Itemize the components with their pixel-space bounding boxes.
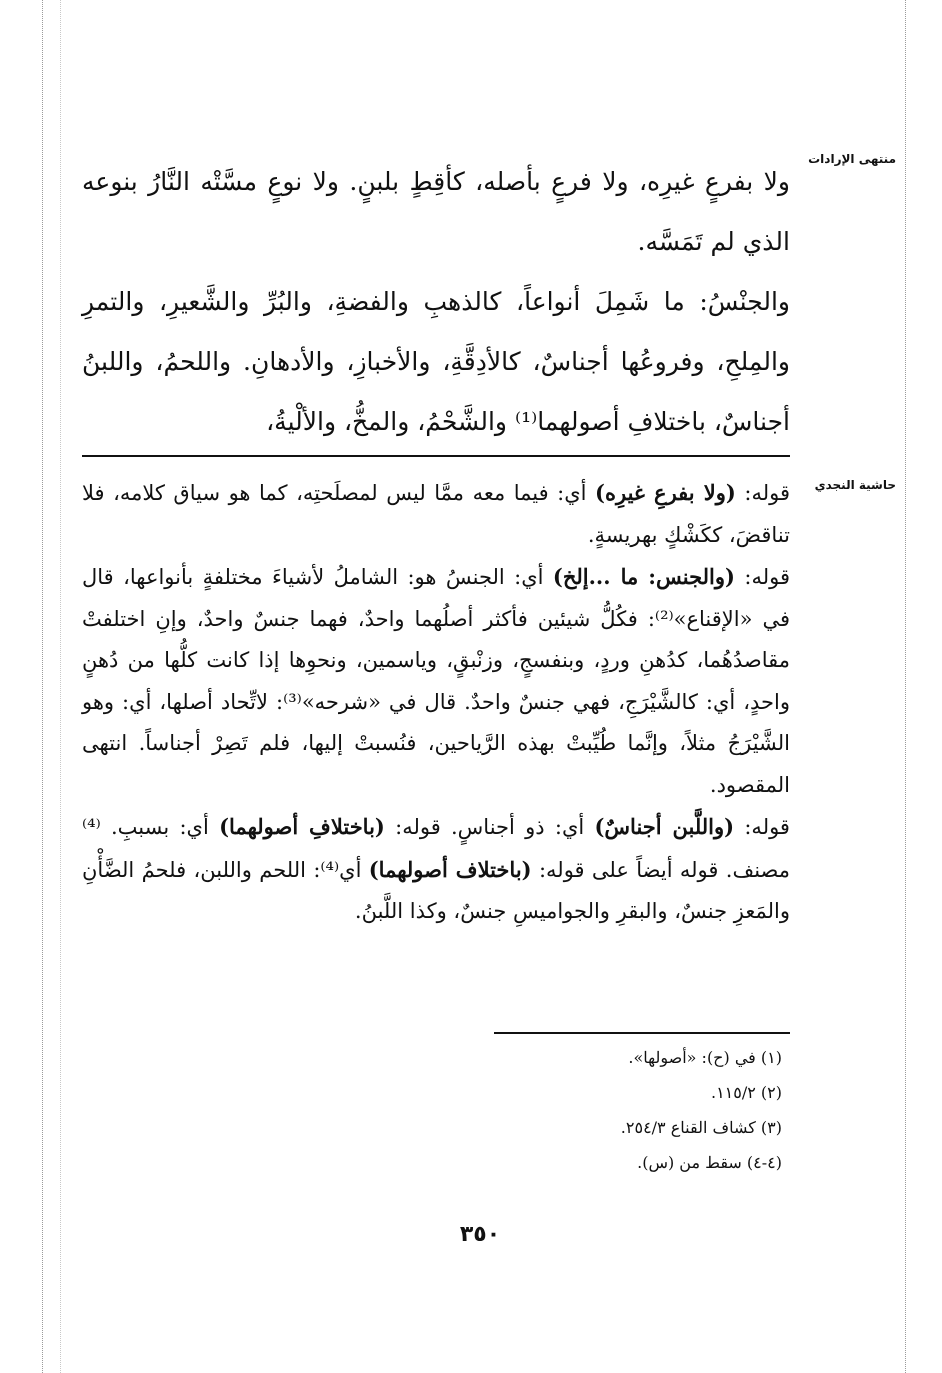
margin-label-hashiya: حاشية النجدي — [814, 478, 896, 492]
hashiya-p1-quote: (ولا بفرعِ غيرِه) — [595, 480, 736, 505]
hashiya-p3-mid: أي: ذو أجناسٍ. قوله: — [384, 815, 595, 839]
matn-separator-rule — [82, 455, 790, 457]
hashiya-p3-quote-2: (باختلافِ أصولهما) — [219, 814, 385, 839]
matn-paragraph-2: والجنْسُ: ما شَمِلَ أنواعاً، كالذهبِ والفضةِ، والبُرِّ والشَّعيرِ، والتمرِ والمِلحِ، وفروعُها أجناسٌ، كالأدِقَّةِ، والأخبازِ، والأدهانِ. واللحمُ، واللبنُ أجناسٌ، باختلافِ أصولهما⁽¹⁾ والشَّحْمُ، والمخُّ، والألْيةُ، — [82, 287, 790, 436]
hashiya-p3-mid-2: أي: بسببِ. ⁽⁴⁾مصنف. قوله أيضاً على قوله: — [82, 815, 790, 882]
hashiya-paragraph-1 — [82, 472, 790, 556]
hashiya-p3-quote-3: (باختلاف أصولهما) — [368, 856, 532, 882]
hashiya-p1-body: أي: فيما معه ممَّا ليس لمصلَحتِه، كما هو سياق كلامه، فلا تناقضَ، ككَشْكٍ بهريسةٍ. — [82, 481, 790, 547]
scan-edge-left — [42, 0, 43, 1373]
footnote-item: (٢) ١١٥/٢. — [710, 1083, 782, 1102]
footnote-item: (١) في (ح): «أصولها». — [628, 1048, 782, 1067]
matn-text — [82, 152, 790, 452]
margin-label-matn: منتهى الإرادات — [808, 152, 896, 166]
matn-paragraph-1: ولا بفرعٍ غيرِه، ولا فرعٍ بأصله، كأقِطٍ بلبنٍ. ولا نوعٍ مسَّتْه النَّارُ بنوعه الذي لم تَمَسَّه. — [82, 167, 790, 256]
hashiya-p1-lead: قوله: — [735, 481, 791, 505]
hashiya-paragraph-3 — [82, 806, 790, 933]
footnote-item: (٣) كشاف القناع ٢٥٤/٣. — [620, 1118, 782, 1137]
footnote-separator-rule — [494, 1032, 790, 1034]
footnote-item: (٤-٤) سقط من (س). — [637, 1153, 782, 1172]
hashiya-p2-lead: قوله: — [734, 565, 790, 589]
hashiya-p2-quote: (والجنس: ما ...إلخ) — [552, 564, 735, 589]
hashiya-paragraph-2 — [82, 556, 790, 806]
hashiya-text — [82, 472, 790, 933]
hashiya-p3-body: أي⁽⁴⁾: اللحم واللبن، فلحمُ الضَّأْنِ والمَعزِ جنسٌ، والبقرِ والجواميسِ جنسٌ، وكذا اللَّبنُ. — [82, 857, 790, 923]
footnotes — [420, 1040, 782, 1180]
hashiya-p3-quote-1: (واللَّبن أجناسٌ) — [594, 814, 735, 839]
hashiya-p2-body: أي: الجنسُ هو: الشاملُ لأشياءَ مختلفةٍ بأنواعها، قال في «الإقناع»⁽²⁾: فكُلُّ شيئين فأكثر أصلُهما واحدٌ، فهما جنسٌ واحدٌ، وإنِ اختلفتْ مقاصدُهُما، كدُهنِ وردٍ، وبنفسجٍ، وزنْبقٍ، وياسمين، ونحوِها إذا كانت كلُّها من دُهنٍ واحدٍ، أي: كالشَّيْرَجِ، فهي جنسٌ واحدٌ. قال في «شرحه»⁽³⁾: لاتِّحاد أصلها، أي: وهو الشَّيْرَجُ مثلاً، وإنَّما طُيِّبتْ بهذه الرَّياحين، فنُسبتْ إليها، فلم تَصِرْ أجناساً. انتهى المقصود. — [82, 565, 790, 797]
hashiya-p3-lead: قوله: — [734, 815, 790, 839]
page-number: ٣٥٠ — [459, 1222, 501, 1247]
scan-edge-left-inner — [60, 0, 61, 1373]
scan-edge-right — [905, 0, 906, 1373]
